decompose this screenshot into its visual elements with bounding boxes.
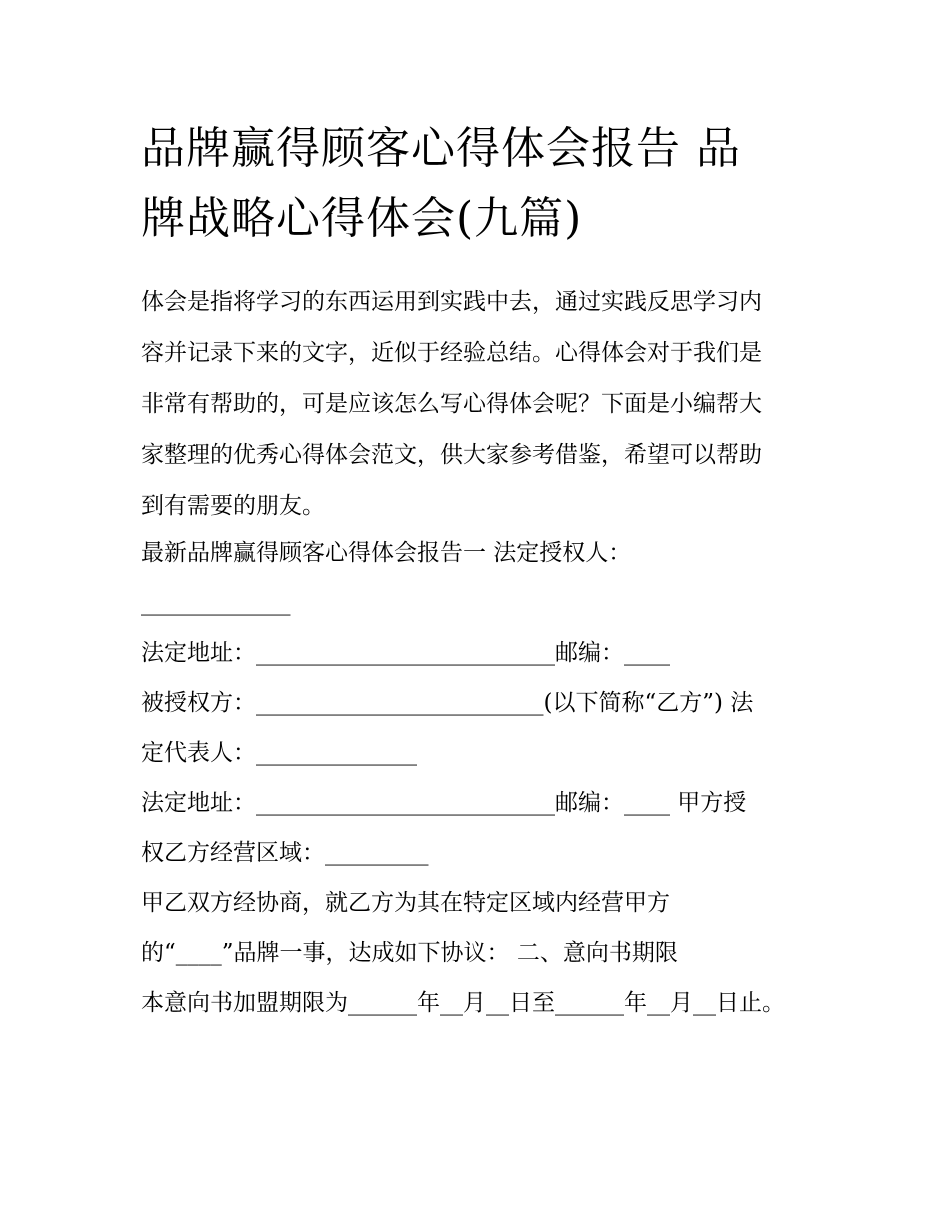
document-title bbox=[141, 114, 821, 254]
intro-line: 容并记录下来的文字，近似于经验总结。心得体会对于我们是 bbox=[141, 340, 762, 366]
legal-address-line-2: 法定地址：__________________________邮编：____ 甲方授 bbox=[141, 790, 747, 816]
title-line-2: 牌战略心得体会(九篇) bbox=[141, 193, 583, 244]
intro-line: 非常有帮助的，可是应该怎么写心得体会呢？下面是小编帮大 bbox=[141, 391, 762, 417]
authorizer-blank: _____________ bbox=[141, 590, 291, 616]
agreement-line-2: 的“____”品牌一事，达成如下协议： 二、意向书期限 bbox=[141, 940, 678, 966]
term-line: 本意向书加盟期限为______年__月__日至______年__月__日止。 bbox=[141, 990, 785, 1016]
title-line-1: 品牌赢得顾客心得体会报告 品 bbox=[141, 123, 741, 174]
authorized-party-line: 被授权方：_________________________(以下简称“乙方”) 法 bbox=[141, 690, 754, 716]
legal-address-line-1: 法定地址：__________________________邮编：____ bbox=[141, 640, 670, 666]
legal-representative-line: 定代表人：______________ bbox=[141, 740, 417, 766]
agreement-line-1: 甲乙双方经协商，就乙方为其在特定区域内经营甲方 bbox=[141, 890, 670, 916]
intro-line: 到有需要的朋友。 bbox=[141, 493, 325, 519]
operating-region-line: 权乙方经营区域：_________ bbox=[141, 840, 429, 866]
intro-line: 家整理的优秀心得体会范文，供大家参考借鉴，希望可以帮助 bbox=[141, 442, 762, 468]
intro-paragraph bbox=[141, 277, 821, 532]
intro-line: 体会是指将学习的东西运用到实践中去，通过实践反思学习内 bbox=[141, 289, 762, 315]
report-heading-line: 最新品牌赢得顾客心得体会报告一 法定授权人： bbox=[141, 540, 632, 566]
